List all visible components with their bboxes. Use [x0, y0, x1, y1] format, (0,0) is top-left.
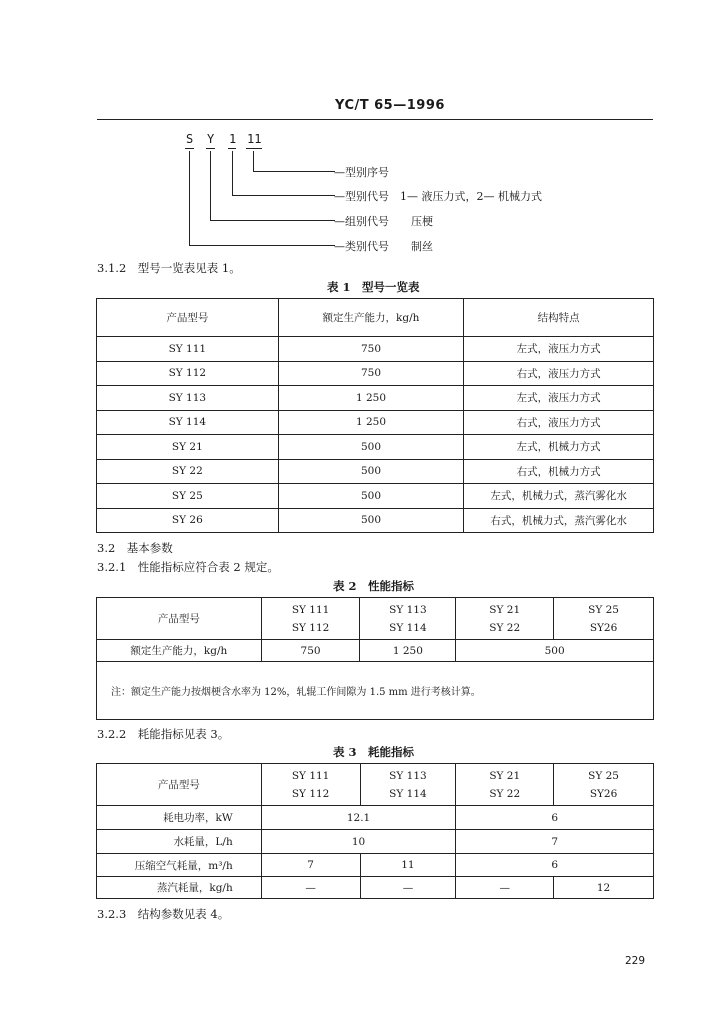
tree-line: [189, 151, 190, 245]
model-name: SY 21: [489, 603, 521, 616]
cell: 左式，机械力方式: [464, 435, 654, 460]
model-name: SY 21: [489, 769, 521, 782]
model-name: SY 112: [291, 621, 330, 634]
code-label-type: —型别代号 1— 液压力式，2— 机械力式: [334, 190, 542, 203]
table-row: [97, 410, 654, 435]
code-underline: [206, 148, 215, 149]
model-name: SY26: [589, 787, 618, 800]
row-label-cell: 压缩空气耗量，m³/h: [97, 854, 262, 877]
cell: 10: [261, 830, 456, 854]
table-row: [97, 459, 654, 484]
code-underline: [246, 148, 262, 149]
cell: SY 22: [97, 459, 279, 484]
code-underline: [228, 148, 236, 149]
page-number: 229: [625, 955, 646, 967]
cell: SY 25: [97, 484, 279, 509]
table-row: [97, 361, 654, 386]
table-header-row: [97, 299, 654, 337]
cell: SY 21: [97, 435, 279, 460]
code-char-11: 11: [247, 132, 262, 146]
cell: —: [360, 877, 456, 899]
row-label-cell: 耗电功率，kW: [97, 806, 262, 830]
model-name: SY 22: [489, 621, 521, 634]
table-3: [96, 763, 654, 899]
cell: SY 114: [97, 410, 279, 435]
model-name: SY 111: [291, 769, 330, 782]
cell: 左式，液压力方式: [464, 386, 654, 411]
cell: 6: [456, 806, 654, 830]
cell: 右式，机械力方式: [464, 459, 654, 484]
cell: 750: [278, 337, 464, 362]
header-cell: 额定生产能力，kg/h: [278, 299, 464, 337]
section-3-2-1: 3.2.1 性能指标应符合表 2 规定。: [97, 560, 279, 574]
table-row: [97, 508, 654, 533]
row-header-cell: 产品型号: [97, 598, 262, 640]
table-header-row: [97, 598, 654, 640]
model-name: SY26: [589, 621, 618, 634]
cell: 750: [261, 640, 360, 662]
cell: 500: [278, 484, 464, 509]
cell: 右式，液压力方式: [464, 361, 654, 386]
model-name: SY 25: [588, 769, 619, 782]
code-label-category: —类别代号 制丝: [334, 240, 433, 253]
model-name: SY 112: [291, 787, 330, 800]
cell: 7: [261, 854, 360, 877]
cell: 500: [278, 508, 464, 533]
cell: SY 111: [97, 337, 279, 362]
row-label-cell: 水耗量，L/h: [97, 830, 262, 854]
model-name: SY 111: [291, 603, 330, 616]
cell: —: [456, 877, 554, 899]
cell: 6: [456, 854, 654, 877]
header-rule: [97, 119, 653, 120]
tree-line: [210, 220, 335, 221]
row-label-cell: 额定生产能力，kg/h: [97, 640, 262, 662]
code-label-serial: —型别序号: [334, 166, 389, 179]
table-row: [97, 854, 654, 877]
cell: 左式，机械力式，蒸汽雾化水: [464, 484, 654, 509]
code-underline: [185, 148, 194, 149]
standard-number: YC/T 65—1996: [335, 98, 445, 113]
table2-caption: 表 2 性能指标: [333, 579, 415, 593]
model-name: SY 114: [389, 621, 427, 634]
tree-line: [189, 245, 335, 246]
row-label-cell: 蒸汽耗量，kg/h: [97, 877, 262, 899]
tree-line: [253, 151, 254, 171]
table-row: [97, 386, 654, 411]
table-note: 注：额定生产能力按烟梗含水率为 12%，轧辊工作间隙为 1.5 mm 进行考核计算。: [97, 662, 654, 720]
table-row: [97, 806, 654, 830]
cell: SY 112: [97, 361, 279, 386]
cell: 1 250: [278, 386, 464, 411]
row-header-cell: 产品型号: [97, 764, 262, 806]
table-row: [97, 640, 654, 662]
table-row: [97, 877, 654, 899]
model-name: SY 22: [489, 787, 521, 800]
cell: SY 113: [97, 386, 279, 411]
code-char-1: 1: [229, 132, 237, 146]
table1-caption: 表 1 型号一览表: [327, 280, 420, 294]
tree-line: [232, 151, 233, 195]
cell: SY 26: [97, 508, 279, 533]
model-name: SY 25: [588, 603, 619, 616]
model-group-cell: [261, 764, 360, 806]
model-group-cell: [456, 764, 554, 806]
header-cell: 结构特点: [464, 299, 654, 337]
model-group-cell: [456, 598, 554, 640]
section-3-2-2: 3.2.2 耗能指标见表 3。: [97, 727, 230, 741]
table-row: [97, 337, 654, 362]
model-group-cell: [554, 764, 654, 806]
model-group-cell: [360, 598, 456, 640]
table-2: [96, 597, 654, 720]
tree-line: [210, 151, 211, 220]
model-name: SY 113: [389, 603, 427, 616]
cell: 12.1: [261, 806, 456, 830]
cell: 右式，液压力方式: [464, 410, 654, 435]
table-1: [96, 298, 654, 533]
cell: 1 250: [278, 410, 464, 435]
cell: 750: [278, 361, 464, 386]
table3-caption: 表 3 耗能指标: [333, 745, 415, 759]
model-group-cell: [554, 598, 654, 640]
tree-line: [253, 171, 335, 172]
cell: 500: [456, 640, 654, 662]
section-3-2-3: 3.2.3 结构参数见表 4。: [97, 907, 230, 921]
model-name: SY 113: [389, 769, 427, 782]
model-group-cell: [360, 764, 456, 806]
table-row: [97, 830, 654, 854]
cell: 500: [278, 435, 464, 460]
cell: —: [261, 877, 360, 899]
tree-line: [232, 195, 335, 196]
table-header-row: [97, 764, 654, 806]
cell: 左式，液压力方式: [464, 337, 654, 362]
cell: 11: [360, 854, 456, 877]
cell: 12: [554, 877, 654, 899]
table-note-row: [97, 662, 654, 720]
code-char-s: S: [186, 132, 194, 146]
cell: 右式，机械力式，蒸汽雾化水: [464, 508, 654, 533]
model-name: SY 114: [389, 787, 427, 800]
cell: 7: [456, 830, 654, 854]
cell: 1 250: [360, 640, 456, 662]
section-3-1-2: 3.1.2 型号一览表见表 1。: [97, 261, 241, 275]
code-char-y: Y: [207, 132, 215, 146]
table-row: [97, 435, 654, 460]
cell: 500: [278, 459, 464, 484]
code-label-group: —组别代号 压梗: [334, 215, 433, 228]
table-row: [97, 484, 654, 509]
section-3-2: 3.2 基本参数: [97, 541, 173, 555]
model-group-cell: [261, 598, 360, 640]
header-cell: 产品型号: [97, 299, 279, 337]
